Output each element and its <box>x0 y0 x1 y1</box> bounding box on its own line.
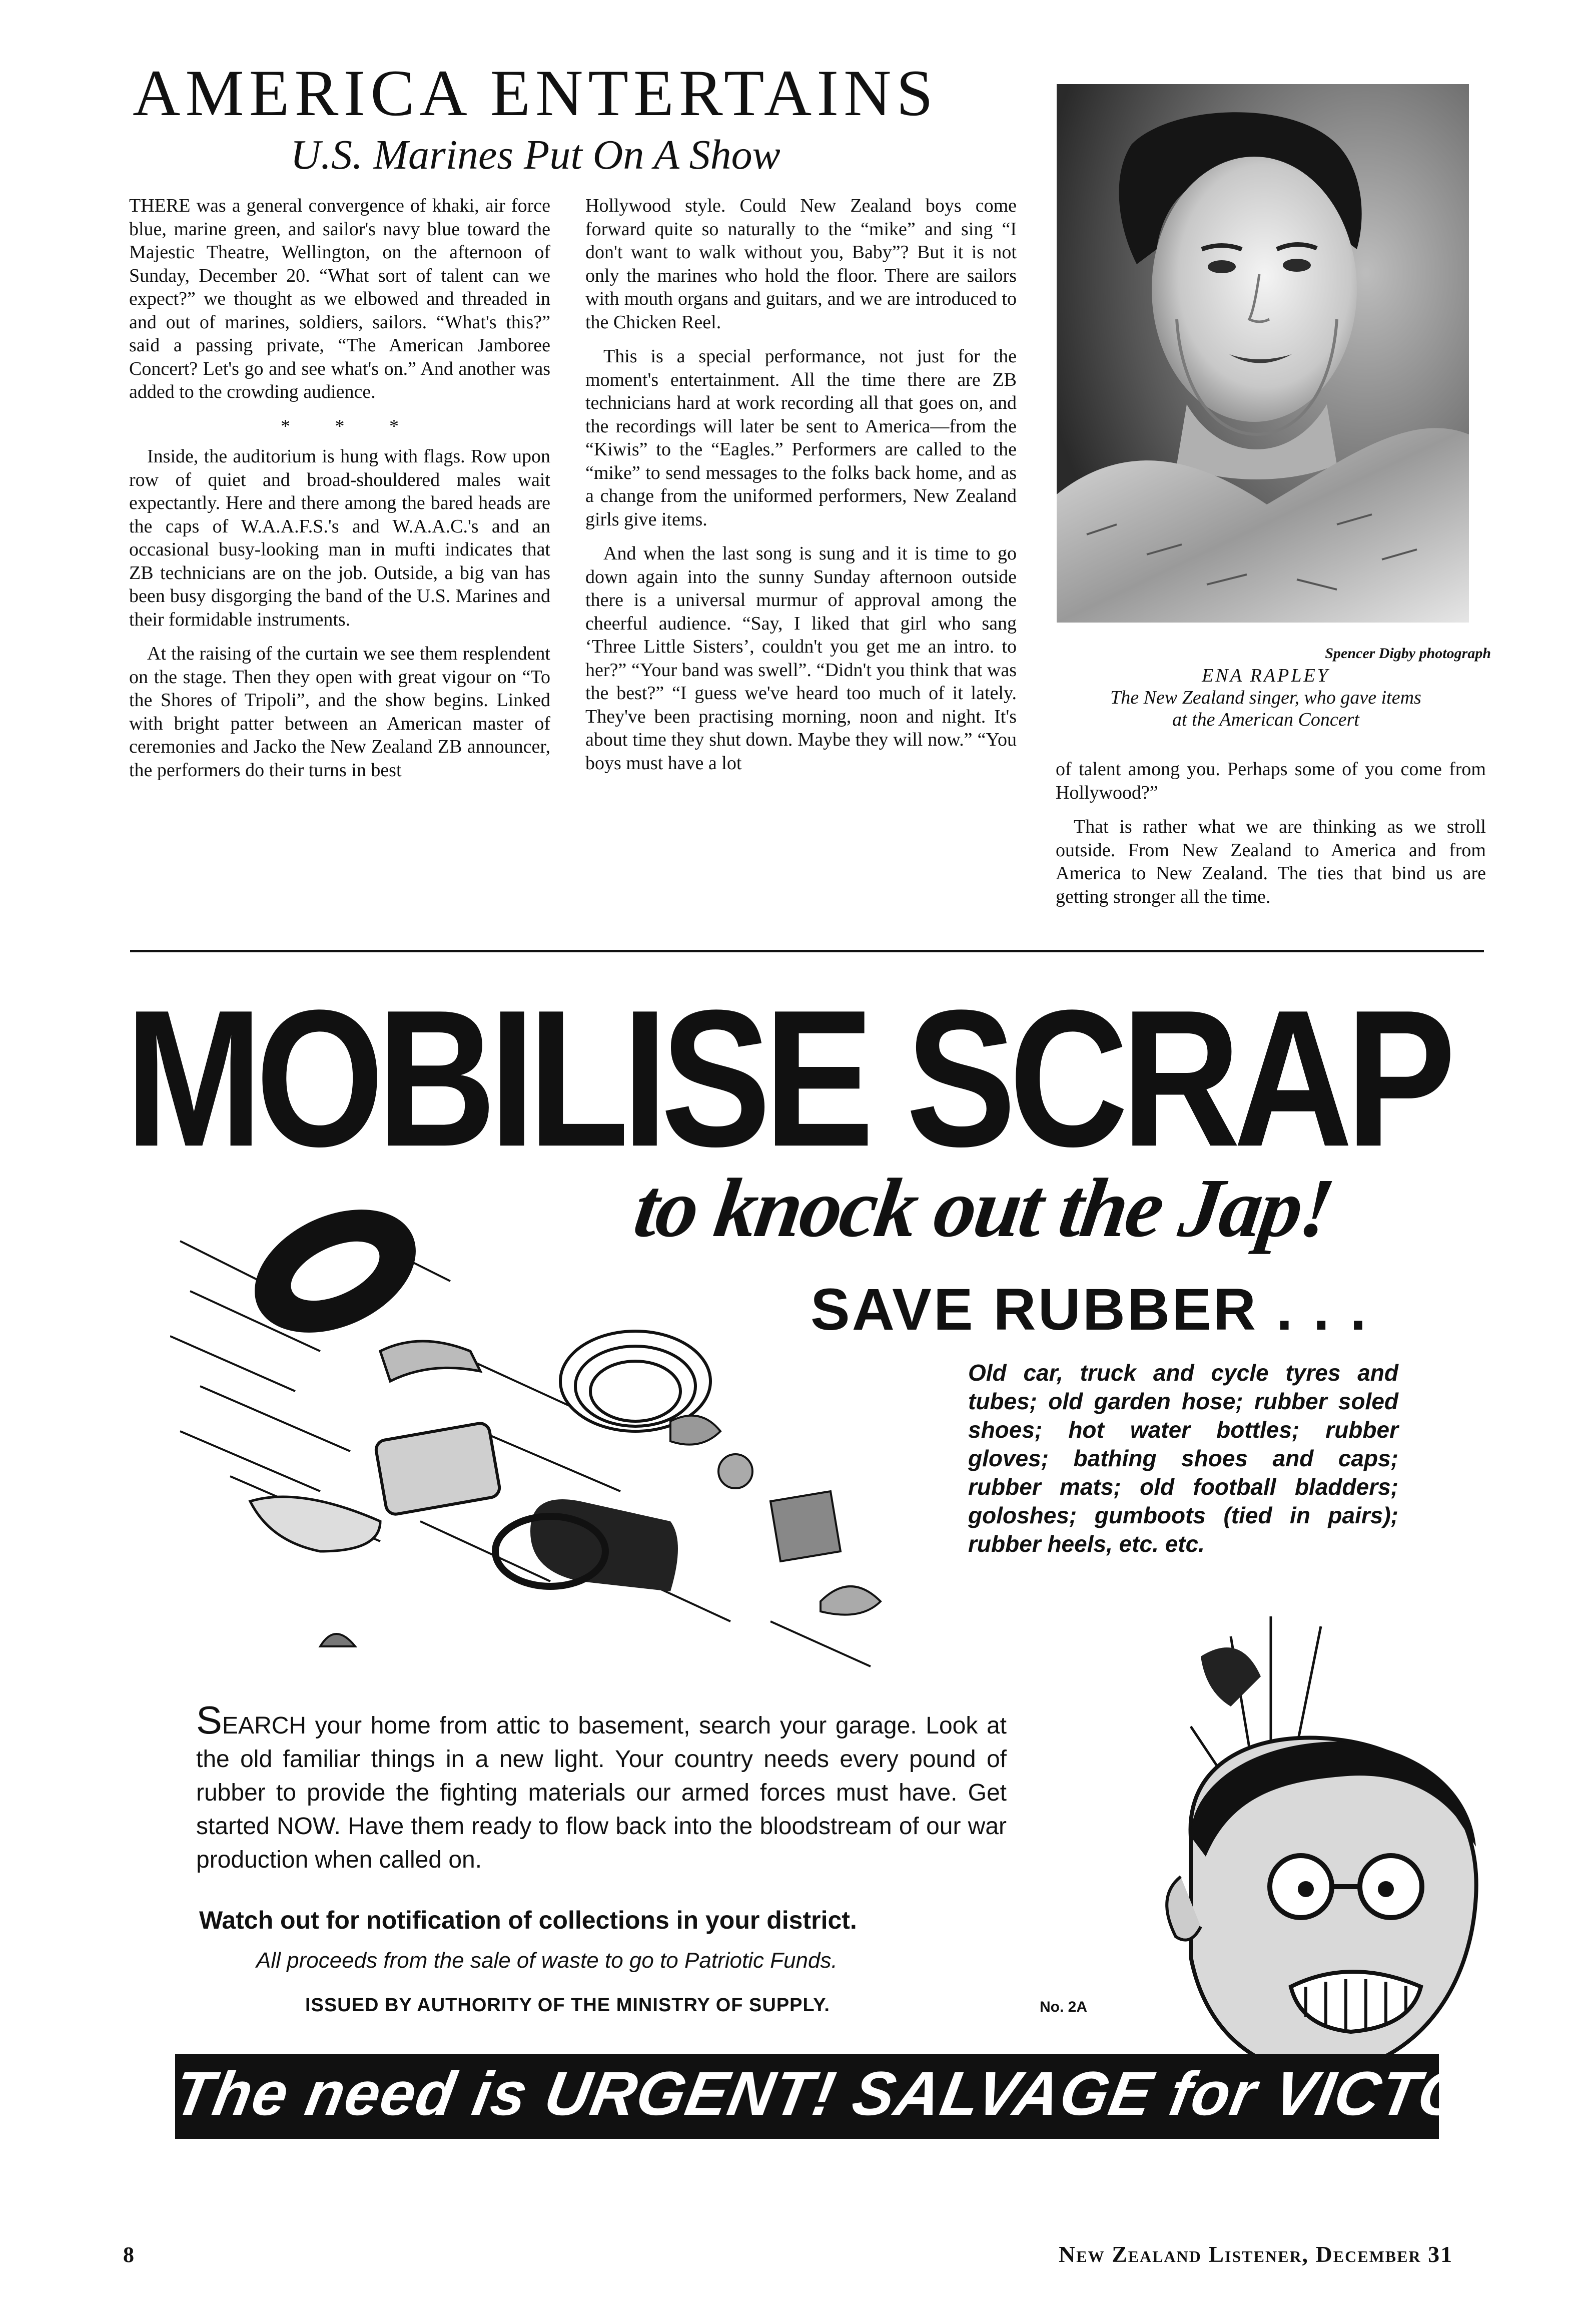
hot-water-bottle-icon <box>375 1422 501 1516</box>
ad-slogan: to knock out the Jap! <box>628 1161 1338 1255</box>
ad-body-copy: EARCH your home from attic to basement, search your garage. Look at the old familiar things in a new light. Your country needs every pound of rubber to provide the fighting materials our armed forces must have. Get started NOW. Have them ready to flow back into the bloodstream of our war production when called on. <box>196 1712 1007 1873</box>
portrait-photo <box>1057 84 1469 623</box>
article-paragraph: This is a special performance, not just for the moment's entertainment. All the time there are ZB technicians hard at work recording all that goes on, and the recordings will later be sent to America—from the “Kiwis” to the “Eagles.” Performers are called to the “mike” to send messages to the folks back home, and as a change from the uniformed performers, New Zealand girls give items. <box>585 346 1017 530</box>
article-paragraph: of talent among you. Perhaps some of you come from Hollywood?” <box>1056 759 1486 803</box>
page-number: 8 <box>123 2242 134 2267</box>
article-paragraph: Hollywood style. Could New Zealand boys come forward quite so naturally to the “mike” and sing “I don't want to walk without you, Baby”? But it is not only the marines who hold the floor. There are sailors with mouth organs and guitars, and we are introduced to the Chicken Reel. <box>585 195 1017 333</box>
ad-collection-notice: Watch out for notification of collections in your district. <box>199 1906 857 1934</box>
article-paragraph: At the raising of the curtain we see them resplendent on the stage. Then they open with great vigour on “To the Shores of Tripoli”, and the show begins. Linked with bright patter between an American master of ceremonies and Jacko the New Zealand ZB announcer, the performers do their turns in best <box>129 643 550 781</box>
rubber-items-list: Old car, truck and cycle tyres and tubes; old garden hose; rubber soled shoes; hot water bottles; rubber gloves; bathing shoes and caps; rubber mats; old football bladders; goloshes; gumboots (tied in pairs); rubber heels, etc. etc. <box>968 1360 1398 1557</box>
caption-name: ENA RAPLEY <box>1202 665 1330 686</box>
caption-line: at the American Concert <box>1172 709 1359 730</box>
article-column-2 <box>585 194 1017 786</box>
article-paragraph: That is rather what we are thinking as we stroll outside. From New Zealand to America and from America to New Zealand. The ties that bind us are getting stronger all the time. <box>1056 816 1486 907</box>
article-paragraph: THERE was a general convergence of khaki, air force blue, marine green, and sailor's navy blue toward the Majestic Theatre, Wellington, on the afternoon of Sunday, December 20. “What sort of talent can we expect?” we thought as we elbowed and threaded in and out of marines, soldiers, sailors. “What's this?” said a passing private, “The American Jamboree Concert? Let's go and see what's on.” And another was added to the crowding audience. <box>129 195 550 402</box>
save-rubber-heading: SAVE RUBBER . . . <box>811 1277 1368 1343</box>
flying-boot-icon <box>1201 1647 1261 1706</box>
section-divider-rule <box>130 950 1484 952</box>
article-subhead: U.S. Marines Put On A Show <box>290 132 780 178</box>
ad-headline: MOBILISE SCRAP <box>125 969 1449 1187</box>
ad-body-text <box>196 1698 1007 1877</box>
ad-authority-line: ISSUED BY AUTHORITY OF THE MINISTRY OF SUPPLY. <box>305 1995 830 2016</box>
article-column-3 <box>1056 758 1486 919</box>
shoe-icon <box>250 1497 380 1551</box>
photo-caption <box>1041 643 1491 731</box>
ad-banner-text: The need is URGENT! SALVAGE for VICTORY! <box>169 2059 1583 2128</box>
caption-line: The New Zealand singer, who gave items <box>1110 687 1421 708</box>
photo-credit: Spencer Digby photograph <box>1325 645 1491 662</box>
section-divider-stars: * * * <box>281 415 419 437</box>
article-paragraph: Inside, the auditorium is hung with flags. Row upon row of quiet and broad-shouldered males wait expectantly. Here and there among the bared heads are the caps of W.A.A.F.S.'s and W.A.A.C.'s and an occasional busy-looking man in mufti indicates that ZB technicians are on the job. Outside, a big van has been busy disgorging the band of the U.S. Marines and their formidable instruments. <box>129 446 550 630</box>
flying-rubber-scrap-illustration <box>170 1171 1021 1711</box>
article-paragraph: And when the last song is sung and it is time to go down again into the sunny Sunday afternoon outside there is a universal murmur of approval among the cheerful audience. “Say, I liked that girl who sang ‘Three Little Sisters’, couldn't you get me an intro. to her?” “Your band was swell”. “Didn't you think that was the best?” “I guess we've heard too much of it lately. They've been practising morning, noon and night. It's about time they shut down. Maybe they will now.” “You boys must have a lot <box>585 543 1017 774</box>
article-headline: AMERICA ENTERTAINS <box>133 56 938 130</box>
caricature-face-illustration <box>1041 1576 1511 2082</box>
article-column-1 <box>129 194 550 793</box>
drop-initial: S <box>196 1698 223 1742</box>
ball-icon <box>718 1454 752 1488</box>
ad-number: No. 2A <box>1040 1999 1088 2015</box>
ad-proceeds-note: All proceeds from the sale of waste to go to Patriotic Funds. <box>256 1948 838 1973</box>
ad-banner <box>169 2054 1583 2139</box>
portrait-illustration <box>1057 84 1469 623</box>
publication-footer: New Zealand Listener, December 31 <box>1059 2241 1453 2267</box>
